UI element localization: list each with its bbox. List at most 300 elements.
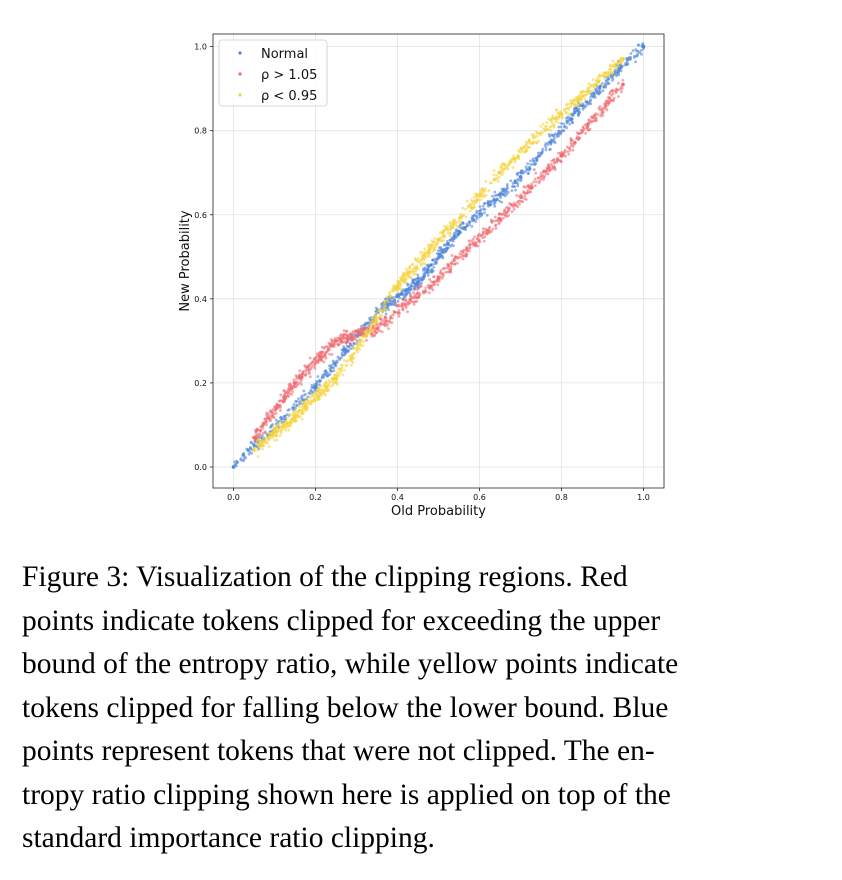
scatter-point xyxy=(370,323,373,326)
scatter-point xyxy=(451,263,454,266)
scatter-point xyxy=(345,330,348,333)
scatter-point xyxy=(535,142,538,145)
scatter-point xyxy=(517,150,520,153)
scatter-point xyxy=(441,251,444,254)
scatter-point xyxy=(534,184,537,187)
scatter-point xyxy=(302,390,305,393)
scatter-point xyxy=(416,288,419,291)
y-tick-label: 0.2 xyxy=(194,378,207,388)
scatter-point xyxy=(392,284,395,287)
scatter-point xyxy=(296,375,299,378)
scatter-point xyxy=(430,280,433,283)
scatter-point xyxy=(376,323,379,326)
scatter-point xyxy=(545,121,548,124)
scatter-point xyxy=(454,255,457,258)
scatter-point xyxy=(414,278,417,281)
x-axis-label: Old Probability xyxy=(391,504,486,519)
scatter-point xyxy=(276,439,279,442)
scatter-point xyxy=(321,374,324,377)
scatter-point xyxy=(541,174,544,177)
scatter-point xyxy=(279,409,282,412)
scatter-point xyxy=(459,222,462,225)
scatter-point xyxy=(539,125,542,128)
scatter-point xyxy=(410,276,413,279)
scatter-point xyxy=(536,132,539,135)
scatter-point xyxy=(470,204,473,207)
scatter-point xyxy=(310,367,313,370)
scatter-point xyxy=(495,174,498,177)
scatter-point xyxy=(305,405,308,408)
scatter-point xyxy=(436,257,439,260)
scatter-point xyxy=(424,289,427,292)
scatter-point xyxy=(439,246,442,249)
y-tick-label: 1.0 xyxy=(194,42,207,52)
scatter-point xyxy=(569,99,572,102)
scatter-point xyxy=(473,196,476,199)
scatter-point xyxy=(532,157,535,160)
scatter-point xyxy=(392,313,395,316)
scatter-point xyxy=(542,170,545,173)
scatter-point xyxy=(450,224,453,227)
scatter-point xyxy=(261,425,264,428)
scatter-point xyxy=(275,406,278,409)
caption-line: points indicate tokens clipped for exceeding the upper xyxy=(22,604,661,637)
scatter-point xyxy=(264,418,267,421)
scatter-point xyxy=(437,253,440,256)
scatter-point xyxy=(252,436,256,440)
scatter-point xyxy=(362,335,365,338)
scatter-point xyxy=(242,453,245,456)
scatter-point xyxy=(239,459,242,462)
scatter-point xyxy=(530,183,533,186)
x-axis-ticks xyxy=(227,488,650,502)
scatter-point xyxy=(481,236,484,239)
scatter-point xyxy=(494,178,497,181)
scatter-point xyxy=(248,450,251,453)
scatter-point xyxy=(425,271,428,274)
scatter-point xyxy=(359,330,362,333)
scatter-point xyxy=(523,197,526,200)
scatter-point xyxy=(413,287,416,290)
scatter-point xyxy=(534,178,537,181)
scatter-point xyxy=(408,291,411,294)
scatter-point xyxy=(564,151,567,154)
scatter-point xyxy=(470,225,473,228)
scatter-point xyxy=(491,195,494,198)
scatter-point xyxy=(390,299,393,302)
x-tick-label: 0.4 xyxy=(391,493,404,502)
scatter-point xyxy=(286,417,289,420)
scatter-point xyxy=(484,190,487,193)
scatter-point xyxy=(580,97,583,100)
scatter-point xyxy=(437,249,440,252)
scatter-point xyxy=(433,237,436,240)
scatter-point xyxy=(613,64,616,67)
scatter-point xyxy=(326,348,329,351)
scatter-point xyxy=(393,311,396,314)
scatter-point xyxy=(545,146,548,149)
scatter-point xyxy=(584,132,587,135)
scatter-point xyxy=(532,181,535,184)
scatter-point xyxy=(620,86,623,89)
scatter-point xyxy=(286,409,289,412)
scatter-point xyxy=(572,145,575,148)
scatter-point xyxy=(389,316,392,319)
scatter-point xyxy=(615,73,618,76)
scatter-point xyxy=(330,380,333,383)
scatter-point xyxy=(576,131,579,134)
scatter-point xyxy=(495,227,498,230)
scatter-point xyxy=(529,160,532,163)
scatter-point xyxy=(293,415,297,419)
scatter-point xyxy=(299,374,302,377)
scatter-point xyxy=(389,295,392,298)
scatter-point xyxy=(371,329,374,332)
scatter-point xyxy=(293,378,296,381)
scatter-point xyxy=(351,361,354,364)
scatter-point xyxy=(298,409,301,412)
scatter-point xyxy=(551,122,554,125)
scatter-point xyxy=(383,308,386,311)
scatter-point xyxy=(293,403,296,406)
scatter-point xyxy=(498,217,502,221)
scatter-point xyxy=(574,141,577,144)
scatter-point xyxy=(273,439,276,442)
scatter-point xyxy=(582,127,585,130)
scatter-point xyxy=(601,110,604,113)
scatter-point xyxy=(316,353,319,356)
scatter-point xyxy=(371,326,374,329)
scatter-point xyxy=(352,352,355,355)
scatter-point xyxy=(480,214,483,217)
scatter-point xyxy=(426,268,429,271)
y-tick-label: 0.8 xyxy=(194,126,207,136)
scatter-point xyxy=(557,152,560,155)
scatter-point xyxy=(305,396,308,399)
scatter-point xyxy=(484,230,487,233)
scatter-point xyxy=(620,70,623,73)
scatter-point xyxy=(460,214,463,217)
scatter-point xyxy=(441,273,444,276)
scatter-point xyxy=(617,82,620,85)
scatter-point xyxy=(562,123,565,126)
scatter-point xyxy=(525,165,528,168)
scatter-point xyxy=(314,392,317,395)
scatter-point xyxy=(483,208,486,211)
figure-caption xyxy=(22,556,822,861)
scatter-point xyxy=(513,181,516,184)
scatter-point xyxy=(415,265,418,268)
scatter-point xyxy=(428,287,431,290)
scatter-point xyxy=(271,427,274,430)
scatter-point xyxy=(426,264,429,267)
scatter-point xyxy=(634,60,637,63)
scatter-point xyxy=(353,331,356,334)
scatter-point xyxy=(485,194,488,197)
scatter-point xyxy=(332,367,335,370)
scatter-point xyxy=(547,128,550,131)
scatter-point xyxy=(577,100,580,103)
scatter-point xyxy=(576,107,579,110)
scatter-point xyxy=(319,379,322,382)
scatter-point xyxy=(456,225,459,228)
scatter-point xyxy=(587,119,590,122)
scatter-point xyxy=(473,206,476,209)
scatter-point xyxy=(565,117,568,120)
scatter-point xyxy=(527,172,530,175)
scatter-point xyxy=(455,233,458,236)
scatter-point xyxy=(517,155,520,158)
scatter-point xyxy=(277,430,280,433)
scatter-point xyxy=(569,147,572,150)
scatter-point xyxy=(398,305,401,308)
scatter-point xyxy=(584,123,587,126)
scatter-point xyxy=(423,292,426,295)
scatter-point xyxy=(319,354,322,357)
scatter-point xyxy=(399,293,402,296)
scatter-point xyxy=(356,334,359,337)
scatter-point xyxy=(256,439,259,442)
scatter-point xyxy=(262,432,265,435)
scatter-point xyxy=(419,251,422,254)
scatter-point xyxy=(417,295,420,298)
scatter-point xyxy=(545,169,548,172)
scatter-point xyxy=(250,441,253,444)
scatter-point xyxy=(587,122,590,125)
scatter-point xyxy=(493,202,496,205)
scatter-point xyxy=(302,370,305,373)
scatter-point xyxy=(626,63,629,66)
scatter-point xyxy=(533,136,536,139)
scatter-point xyxy=(427,284,430,287)
scatter-point xyxy=(298,369,301,372)
scatter-point xyxy=(577,137,580,140)
scatter-point xyxy=(302,394,305,397)
scatter-point xyxy=(462,251,465,254)
y-axis-ticks xyxy=(194,43,213,472)
scatter-point xyxy=(257,429,260,432)
scatter-point xyxy=(396,284,400,288)
scatter-point xyxy=(512,154,515,157)
scatter-point xyxy=(456,262,459,265)
scatter-point xyxy=(603,102,606,105)
scatter-point xyxy=(360,325,363,328)
scatter-point xyxy=(309,357,312,360)
scatter-point xyxy=(506,183,509,186)
x-tick-label: 0.8 xyxy=(555,493,568,502)
scatter-point xyxy=(295,420,298,423)
scatter-point xyxy=(489,182,492,185)
scatter-point xyxy=(590,117,593,120)
scatter-point xyxy=(620,90,623,93)
scatter-point xyxy=(584,94,587,97)
scatter-point xyxy=(396,289,399,292)
scatter-point xyxy=(609,64,612,67)
scatter-point xyxy=(340,340,343,343)
scatter-point xyxy=(566,146,569,149)
scatter-point xyxy=(332,369,335,372)
scatter-point xyxy=(298,405,301,408)
scatter-point xyxy=(311,393,314,396)
scatter-point xyxy=(296,384,299,387)
scatter-point xyxy=(261,427,264,430)
scatter-point xyxy=(430,263,433,266)
legend-marker-rho-upper xyxy=(238,72,241,75)
scatter-point xyxy=(324,352,327,355)
scatter-point xyxy=(409,297,412,300)
scatter-point xyxy=(550,163,553,166)
legend-marker-normal xyxy=(238,51,241,54)
scatter-point xyxy=(441,257,444,260)
scatter-point xyxy=(630,52,633,55)
scatter-point xyxy=(402,299,405,302)
scatter-point xyxy=(515,194,518,197)
scatter-point xyxy=(534,172,537,175)
scatter-point xyxy=(312,390,315,393)
scatter-point xyxy=(347,350,350,353)
scatter-point xyxy=(531,134,534,137)
scatter-point xyxy=(603,77,606,80)
scatter-point xyxy=(309,392,312,395)
scatter-point xyxy=(541,148,544,151)
scatter-point xyxy=(355,349,358,352)
y-tick-label: 0.6 xyxy=(194,210,207,220)
scatter-point xyxy=(518,203,521,206)
scatter-point xyxy=(511,210,514,213)
scatter-point xyxy=(468,221,471,224)
scatter-point xyxy=(284,415,287,418)
scatter-point xyxy=(635,54,638,57)
scatter-point xyxy=(416,293,419,296)
scatter-point xyxy=(323,347,326,350)
scatter-point xyxy=(498,171,502,175)
scatter-point xyxy=(464,208,467,211)
scatter-point xyxy=(507,191,510,194)
scatter-point xyxy=(336,343,339,346)
scatter-point xyxy=(301,401,304,404)
scatter-point xyxy=(309,389,312,392)
scatter-point xyxy=(351,339,354,342)
scatter-point xyxy=(458,217,461,220)
scatter-point xyxy=(475,201,478,204)
scatter-point xyxy=(475,194,478,197)
scatter-point xyxy=(431,271,434,274)
scatter-point xyxy=(604,86,607,89)
scatter-point xyxy=(520,200,523,203)
scatter-point xyxy=(497,193,500,196)
scatter-point xyxy=(414,300,417,303)
scatter-point xyxy=(553,140,556,143)
scatter-point xyxy=(411,285,414,288)
scatter-point xyxy=(573,111,576,114)
scatter-point xyxy=(467,206,470,209)
scatter-point xyxy=(283,425,286,428)
scatter-point xyxy=(336,337,339,340)
scatter-point xyxy=(521,196,524,199)
scatter-point xyxy=(416,280,420,284)
scatter-point xyxy=(617,95,620,98)
scatter-point xyxy=(316,375,319,378)
scatter-point xyxy=(446,231,449,234)
scatter-point xyxy=(616,89,619,92)
scatter-point xyxy=(433,275,436,278)
scatter-point xyxy=(294,407,297,410)
scatter-point xyxy=(557,126,560,129)
scatter-point xyxy=(447,264,450,267)
scatter-point xyxy=(407,275,410,278)
scatter-point xyxy=(412,291,415,294)
scatter-point xyxy=(535,180,538,183)
scatter-point xyxy=(449,221,452,224)
scatter-point xyxy=(442,267,445,270)
scatter-point xyxy=(252,448,256,452)
scatter-point xyxy=(302,404,305,407)
scatter-point xyxy=(556,135,559,138)
scatter-point xyxy=(340,367,343,370)
scatter-point xyxy=(287,429,290,432)
scatter-point xyxy=(545,149,548,152)
scatter-point xyxy=(526,192,529,195)
scatter-point xyxy=(540,178,543,181)
scatter-point xyxy=(565,126,568,129)
scatter-point xyxy=(497,180,500,183)
scatter-point xyxy=(565,112,568,115)
scatter-point xyxy=(345,337,348,340)
x-tick-label: 0.6 xyxy=(473,493,486,502)
scatter-point xyxy=(261,448,264,451)
scatter-point xyxy=(404,289,407,292)
scatter-point xyxy=(571,121,574,124)
scatter-point xyxy=(449,232,452,235)
scatter-point xyxy=(468,240,471,243)
scatter-point xyxy=(387,327,390,330)
scatter-point xyxy=(566,150,569,153)
scatter-point xyxy=(514,189,517,192)
scatter-point xyxy=(466,200,469,203)
scatter-point xyxy=(550,168,553,171)
scatter-point xyxy=(547,118,550,121)
scatter-point xyxy=(566,103,569,106)
scatter-point xyxy=(506,187,509,190)
scatter-point xyxy=(625,57,628,60)
scatter-point xyxy=(324,394,327,397)
scatter-point xyxy=(385,312,388,315)
scatter-point xyxy=(268,414,271,417)
scatter-point xyxy=(472,238,475,241)
scatter-point xyxy=(365,339,368,342)
scatter-point xyxy=(606,83,609,86)
scatter-point xyxy=(541,131,544,134)
scatter-point xyxy=(478,213,481,216)
scatter-point xyxy=(551,134,554,137)
scatter-point xyxy=(385,295,388,298)
scatter-point xyxy=(611,71,614,74)
scatter-point xyxy=(255,429,258,432)
scatter-point xyxy=(274,409,277,412)
scatter-point xyxy=(502,217,505,220)
scatter-point xyxy=(525,141,528,144)
scatter-point xyxy=(383,300,386,303)
scatter-point xyxy=(314,363,317,366)
scatter-point xyxy=(409,271,412,274)
scatter-point xyxy=(633,56,636,59)
scatter-point xyxy=(406,310,409,313)
scatter-point xyxy=(621,83,625,87)
scatter-point xyxy=(274,432,277,435)
scatter-point xyxy=(492,173,495,176)
scatter-point xyxy=(293,381,297,385)
scatter-point xyxy=(336,371,339,374)
